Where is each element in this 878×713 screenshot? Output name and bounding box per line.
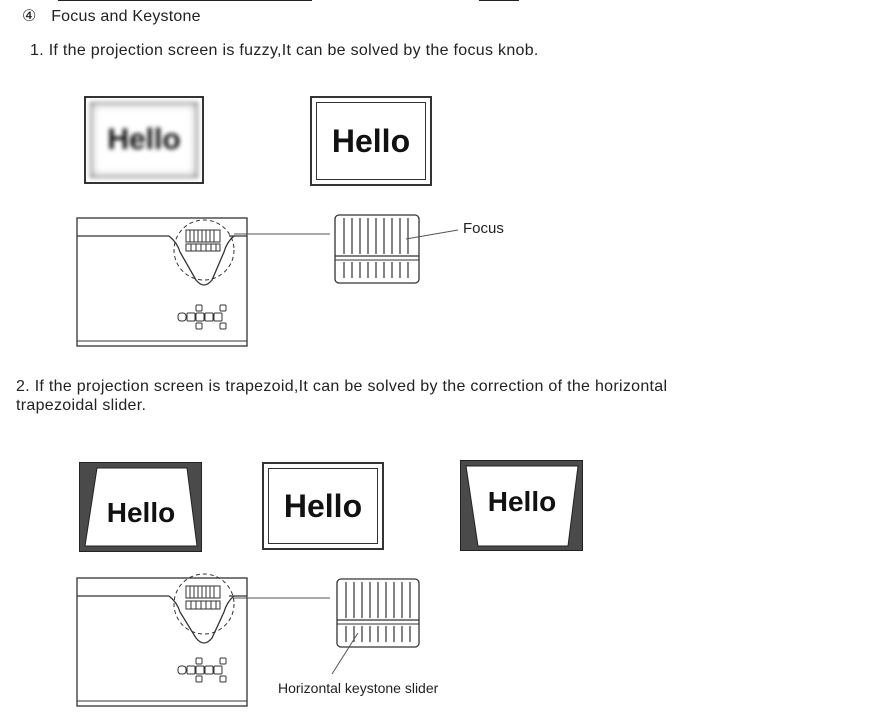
screen-sharp: [310, 96, 432, 186]
projector-top-view-1: [74, 210, 254, 352]
focus-knob-icon: [186, 230, 220, 251]
screen-keystone-right-text: Hello: [487, 486, 557, 517]
keystone-slider-detail: [336, 578, 426, 650]
screen-corrected-text: Hello: [268, 468, 378, 544]
screen-keystone-left-text: Hello: [106, 497, 176, 528]
screen-blurry: [84, 96, 204, 184]
projector-top-view-2: [74, 570, 254, 712]
keystone-callout-label: Horizontal keystone slider: [278, 680, 439, 696]
screen-corrected: [262, 462, 384, 550]
header-rule-short: [479, 0, 519, 1]
section-title: Focus and Keystone: [51, 8, 201, 25]
screen-blurry-text: Hello: [90, 102, 198, 178]
focus-callout-label: Focus: [463, 220, 504, 237]
screen-sharp-text: Hello: [316, 102, 426, 180]
section-heading: [22, 6, 201, 26]
step-2-text: 2. If the projection screen is trapezoid,It can be solved by the correction of the horizontal trapezoidal slider.: [16, 378, 668, 414]
section-number: ④: [22, 8, 37, 25]
step-1-text: 1. If the projection screen is fuzzy,It can be solved by the focus knob.: [30, 42, 539, 59]
header-rule: [58, 0, 312, 1]
focus-knob-detail: [334, 214, 424, 286]
keystone-knob-icon: [186, 586, 220, 609]
